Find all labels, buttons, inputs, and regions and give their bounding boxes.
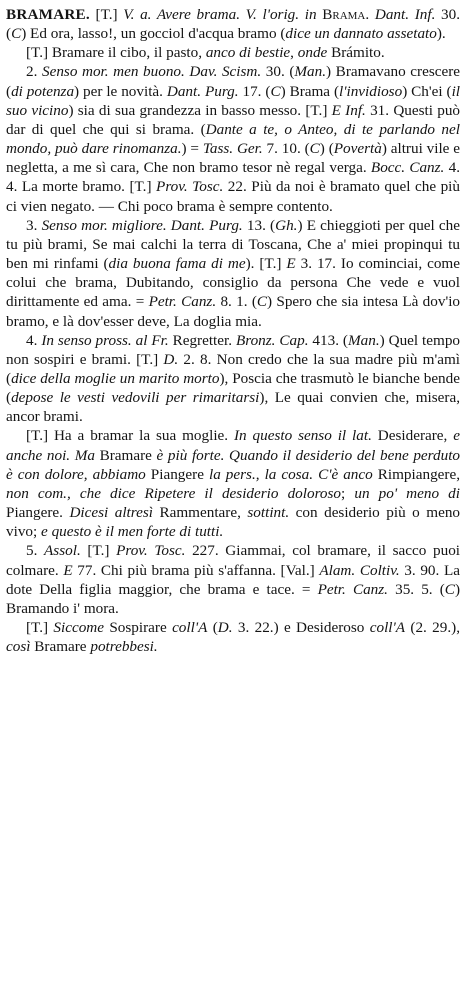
text-run: di potenza [11,82,75,100]
text-run: la pers., la cosa. C'è anco [208,465,373,483]
text-run: C [11,25,22,43]
text-run: E Inf. [331,101,366,119]
text-run: , [290,44,298,62]
headword: BRAMARE. [6,6,90,23]
text-run: 3. 17. Io cominciai, come colui che brama, Dubitando, consiglio da persona Che vede e vuol dirittamente ed ama. = [6,255,460,311]
text-run: Brama. [322,6,370,23]
text-run: sottint. [247,504,290,522]
text-run: Regretter. [168,331,236,349]
text-run: Rimpiangere, [372,465,460,483]
text-run: depose le vesti vedovili per rimaritarsi [11,389,260,407]
text-run: ), Le quai convien che, misera, ancor brami. [6,389,460,426]
text-run: 31. Questi può dar di quel che qui si brama. ( [6,101,461,138]
text-run: Petr. Canz. [148,293,217,311]
text-run: 30. ( [261,63,295,81]
text-run: Bocc. Canz. [370,159,445,177]
entry-sense-paragraph [6,216,460,331]
text-run: non com., che dice [6,484,136,502]
text-run: [T.] [80,542,117,560]
text-run: ) Ch'ei ( [402,82,452,100]
entry-sense-paragraph [6,541,460,618]
text-run: il suo vicino [6,82,461,119]
text-run: con desiderio più o meno vivo; [6,504,461,541]
text-run: 8. 1. ( [216,293,257,311]
text-run: ) = [181,140,203,158]
text-run: coll'A [369,619,406,636]
text-run: ) ( [319,140,334,158]
text-run: Rammentare, [153,504,248,522]
text-run: dia buona fama di me [108,255,246,273]
text-run: Man. [348,331,380,349]
entry-definition-paragraph [6,5,460,43]
text-run: 30. ( [6,6,461,43]
text-run: C [309,140,320,158]
text-run: C [256,293,268,311]
text-run: V. a. Avere brama. V. l'orig. in [123,6,317,23]
text-run: così [6,638,31,656]
text-run: ), Poscia che trasmutò le bianche bende ( [6,369,460,407]
text-run: dice della moglie un marito morto [11,369,220,387]
text-run: 4. 4. La morte bramo. [T.] [6,159,461,196]
text-run: Dant. Inf. [374,6,436,23]
text-run: Piangere. [6,504,70,522]
text-run: [T.] [26,619,54,636]
text-run: 3. [26,216,42,234]
text-run: ( [207,619,218,636]
text-run: Sospirare [104,619,173,636]
text-run: 413. ( [308,331,348,349]
text-run: 2. 8. Non credo che la sua madre più m'amì ( [6,350,461,387]
text-run: Alam. Coltiv. [319,561,400,579]
text-run: Brámito. [327,44,385,62]
text-run: E [286,255,296,273]
text-run: 77. Chi più brama più s'affanna. [Val.] [72,561,320,579]
text-run: Ripetere il desiderio doloroso [135,484,342,502]
entry-sense-paragraph [6,43,460,62]
text-run: 7. 10. ( [262,140,310,158]
text-run: ; [341,484,355,502]
text-run: In senso pross. al Fr. [41,331,169,349]
text-run: C [270,82,281,100]
text-run: Povertà [333,140,382,158]
text-run: onde [297,44,328,62]
text-run: Petr. Canz. [317,580,388,598]
text-run: Prov. Tosc. [156,178,224,196]
text-run: Bronz. Cap. [235,331,309,349]
text-run: Senso mor. men buono. Dav. Scism. [41,63,262,81]
text-run: [T.] Bramare il cibo, il pasto, [26,44,206,62]
text-run: e anche noi. Ma [6,427,460,464]
text-run: [T.] [89,6,124,23]
text-run: Gh. [275,216,298,234]
text-run: ) Brama ( [280,82,340,100]
text-run: (2. 29.), [405,619,461,636]
text-run: 2. [26,63,42,81]
text-run: 17. ( [238,82,271,100]
text-run: ). [T.] [245,255,287,273]
text-run: 22. Più da noi è bramato quel che più ci vien negato. — Chi poco brama è sempre contento. [6,178,460,215]
text-run: Bramare [30,638,91,656]
dictionary-entry [6,5,460,656]
entry-sense-paragraph [6,618,460,656]
text-run: Assol. [44,542,81,560]
text-run: 35. 5. ( [387,580,445,598]
text-run: Desiderare, [371,427,454,445]
text-run: Bramare [94,446,157,464]
text-run: D. [217,619,233,636]
text-run: ) Ed ora, lasso!, un gocciol d'acqua bramo ( [21,25,286,43]
text-run: ) Quel tempo non sospiri e brami. [T.] [6,331,461,368]
text-run: Dant. Purg. [166,82,239,100]
text-run: Siccome [53,619,105,636]
text-run: 13. ( [242,216,276,234]
text-run: 5. [26,542,45,560]
text-run: Dante a te, o Anteo, di te parlando nel mondo, può dare rinomanza. [6,120,460,158]
text-run: ) per le novità. [74,82,167,100]
text-run: Man. [294,63,327,81]
text-run: coll'A [172,619,208,636]
entry-sense-paragraph [6,62,460,215]
text-run: [T.] Ha a bramar la sua moglie. [26,427,234,445]
text-run: ) E chieggioti per quel che tu più brami, Se mai calchi la terra di Toscana, Che a' miei propinqui tu ben mi rinfami ( [6,216,461,273]
text-run: D. [163,350,179,368]
text-run: un po' meno di [354,484,460,502]
text-run: In questo senso il lat. [233,427,372,445]
text-run: dice un dannato assetato [285,25,437,43]
text-run: Prov. Tosc. [116,542,186,560]
text-run: C [444,580,455,598]
text-run: ) altrui vile e negletta, a me sì cara, Che non bramo tesor nè regal verga. [6,140,461,177]
text-run: e questo è il men forte di tutti. [41,523,224,541]
text-run: è più forte. Quando il desiderio del bene perduto è con dolore, abbiamo [6,446,461,483]
text-run: 3. 90. La dote Della figlia maggior, che brama e tace. = [6,561,460,598]
text-run: ) Bramando i' mora. [6,580,460,617]
text-run: ) Spero che sia intesa Là dov'io bramo, e là dov'esser deve, La doglia mia. [6,293,461,330]
text-run: Senso mor. migliore. Dant. Purg. [41,216,243,234]
text-run: ) sia di sua grandezza in basso messo. [T.] [68,101,332,119]
text-run: 227. Giammai, col bramare, il sacco puoi colmare. [6,542,461,579]
text-run: ). [436,25,446,43]
text-run: 3. 22.) e Desideroso [232,619,370,636]
entry-sense-paragraph [6,331,460,427]
text-run: potrebbesi. [90,638,158,656]
text-run: Piangere [145,465,209,483]
text-run: 4. [26,331,42,349]
text-run: Tass. Ger. [202,140,263,158]
text-run: ) Bramavano crescere ( [6,63,461,100]
text-run: E [63,561,73,579]
text-run: anco di bestie [205,44,291,62]
text-run: Dicesi altresì [69,504,153,522]
text-run: l'invidioso [339,82,403,100]
entry-sense-paragraph [6,426,460,541]
